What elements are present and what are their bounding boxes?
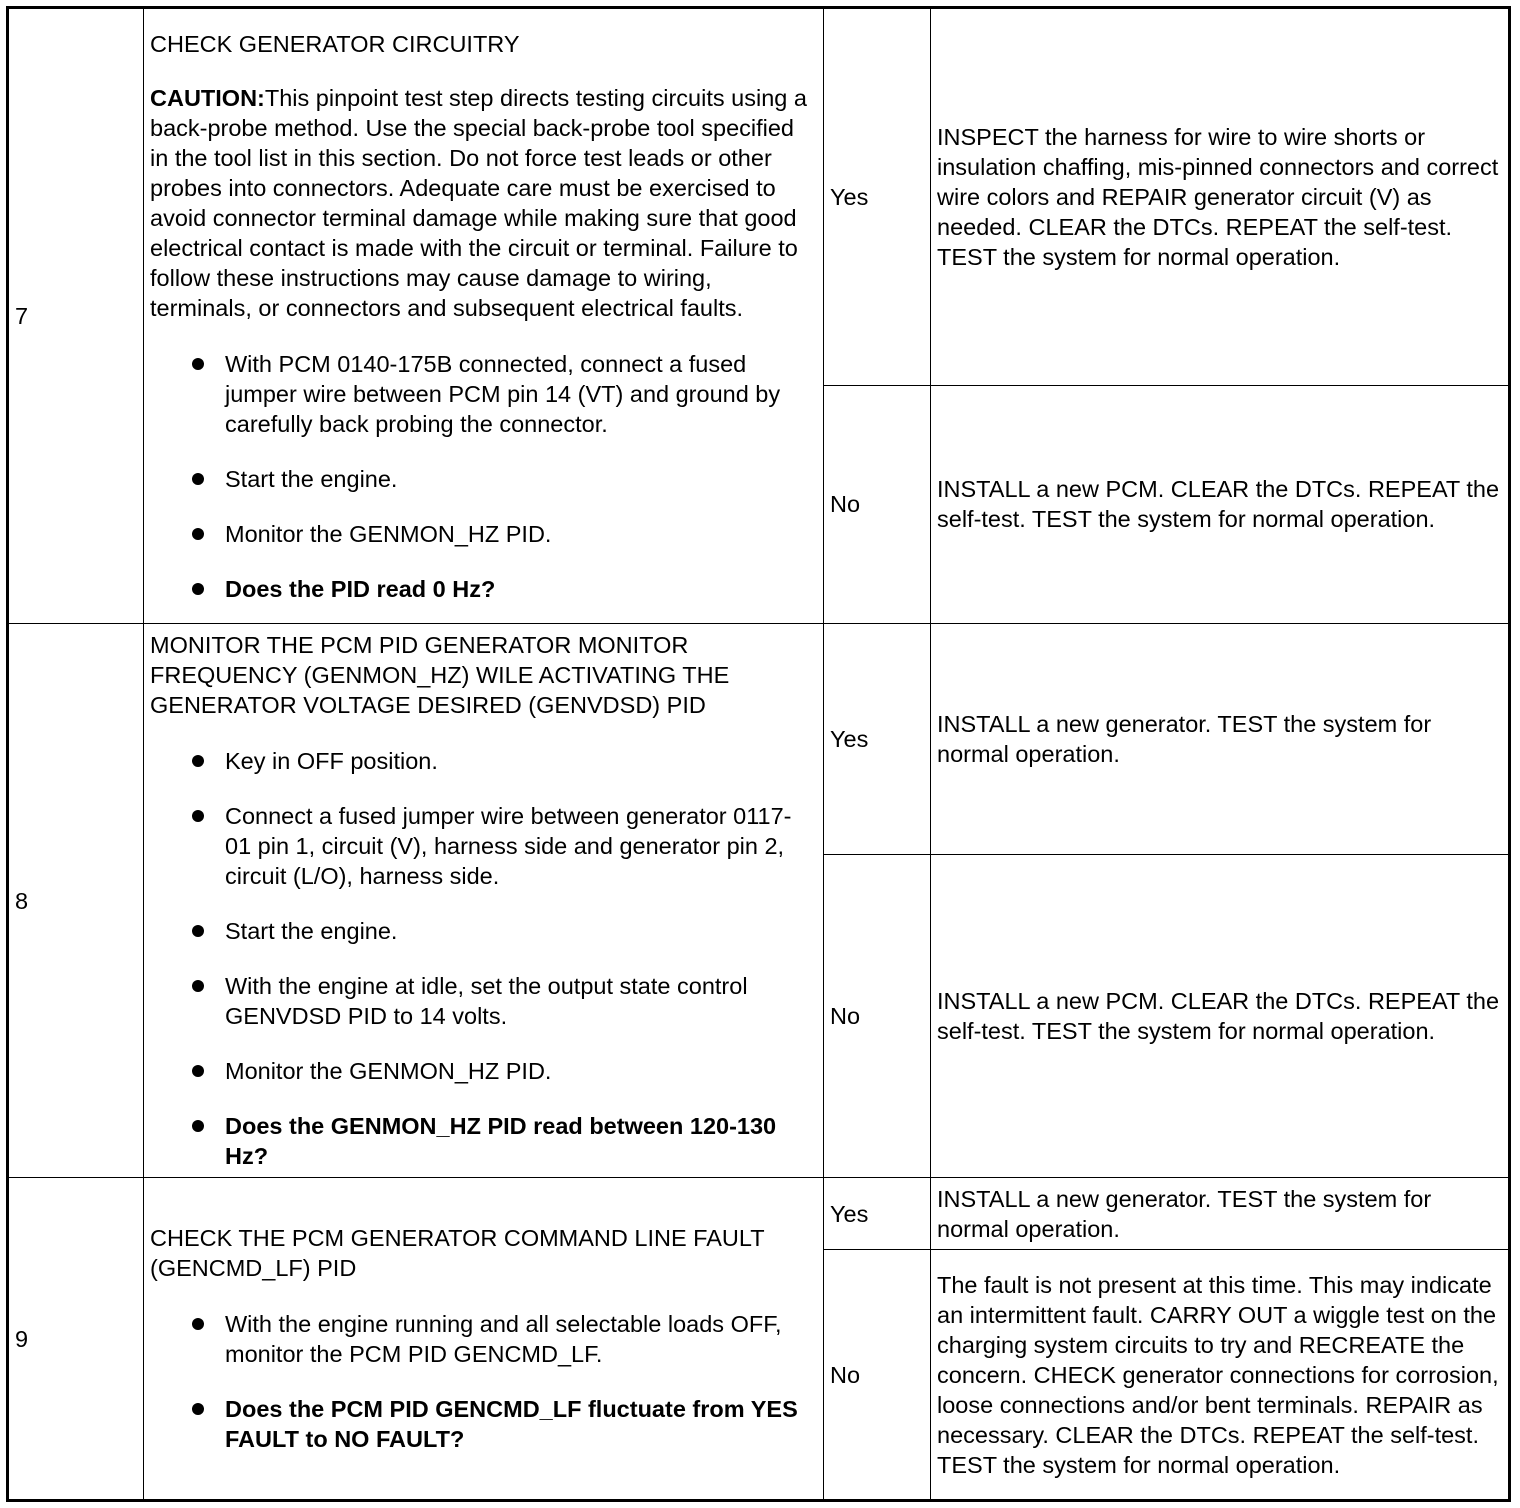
step-action — [144, 8, 824, 624]
bullet-item — [190, 1056, 817, 1086]
bullet-question — [190, 574, 817, 604]
step-bullets — [150, 746, 817, 1171]
caution-note — [150, 83, 817, 323]
bullet-icon — [192, 473, 204, 485]
bullet-icon — [192, 528, 204, 540]
bullet-text: With PCM 0140-175B connected, connect a fused jumper wire between PCM pin 14 (VT) and ground by carefully back probing the connector. — [225, 350, 781, 437]
bullet-item — [190, 464, 817, 494]
bullet-icon — [192, 358, 204, 370]
bullet-icon — [192, 810, 204, 822]
bullet-icon — [192, 980, 204, 992]
no-label: No — [824, 854, 931, 1178]
step-8-yes-row — [8, 624, 1510, 854]
yes-label: Yes — [824, 1178, 931, 1250]
step-bullets — [150, 349, 817, 604]
step-bullets — [150, 1309, 817, 1454]
step-action — [144, 624, 824, 1178]
step-title: CHECK THE PCM GENERATOR COMMAND LINE FAULT (GENCMD_LF) PID — [150, 1225, 765, 1282]
bullet-item — [190, 519, 817, 549]
question-text: Does the PID read 0 Hz? — [225, 575, 496, 602]
bullet-item — [190, 1309, 817, 1369]
bullet-question — [190, 1111, 817, 1171]
bullet-item — [190, 971, 817, 1031]
yes-result: INSTALL a new generator. TEST the system for normal operation. — [931, 1178, 1510, 1250]
question-text: Does the PCM PID GENCMD_LF fluctuate from YES FAULT to NO FAULT? — [225, 1396, 798, 1453]
yes-result: INSPECT the harness for wire to wire shorts or insulation chaffing, mis-pinned connectors and correct wire colors and REPAIR generator circuit (V) as needed. CLEAR the DTCs. REPEAT the self-test. TEST the system for normal operation. — [931, 8, 1510, 386]
bullet-text: With the engine at idle, set the output state control GENVDSD PID to 14 volts. — [225, 973, 748, 1030]
pinpoint-test-table — [6, 6, 1511, 1502]
yes-label: Yes — [824, 624, 931, 854]
step-title: MONITOR THE PCM PID GENERATOR MONITOR FREQUENCY (GENMON_HZ) WILE ACTIVATING THE GENERATOR VOLTAGE DESIRED (GENVDSD) PID — [150, 632, 730, 719]
question-text: Does the GENMON_HZ PID read between 120-130 Hz? — [225, 1113, 777, 1170]
bullet-text: Monitor the GENMON_HZ PID. — [225, 1058, 552, 1085]
caution-text: This pinpoint test step directs testing circuits using a back-probe method. Use the special back-probe tool specified in the tool list in this section. Do not force test leads or other probes into connectors. Adequate care must be exercised to avoid connector terminal damage while making sure that good electrical contact is made with the circuit or terminal. Failure to follow these instructions may cause damage to wiring, terminals, or connectors and subsequent electrical faults. — [150, 84, 807, 321]
step-number: 8 — [8, 624, 144, 1178]
bullet-text: Start the engine. — [225, 918, 398, 945]
no-result: INSTALL a new PCM. CLEAR the DTCs. REPEAT the self-test. TEST the system for normal operation. — [931, 385, 1510, 623]
step-number: 9 — [8, 1178, 144, 1501]
step-7-yes-row — [8, 8, 1510, 386]
caution-label: CAUTION: — [150, 84, 265, 111]
bullet-question — [190, 1394, 817, 1454]
yes-label: Yes — [824, 8, 931, 386]
bullet-icon — [192, 755, 204, 767]
no-result: The fault is not present at this time. This may indicate an intermittent fault. CARRY OUT a wiggle test on the charging system circuits to try and RECREATE the concern. CHECK generator connections for corrosion, loose connections and/or bent terminals. REPAIR as necessary. CLEAR the DTCs. REPEAT the self-test. TEST the system for normal operation. — [931, 1250, 1510, 1501]
bullet-icon — [192, 925, 204, 937]
bullet-item — [190, 916, 817, 946]
bullet-text: Start the engine. — [225, 465, 398, 492]
bullet-item — [190, 349, 817, 439]
bullet-icon — [192, 1318, 204, 1330]
step-title: CHECK GENERATOR CIRCUITRY — [150, 30, 520, 57]
bullet-text: With the engine running and all selectable loads OFF, monitor the PCM PID GENCMD_LF. — [225, 1311, 782, 1368]
bullet-icon — [192, 1120, 204, 1132]
bullet-text: Key in OFF position. — [225, 748, 438, 775]
bullet-icon — [192, 1403, 204, 1415]
yes-result: INSTALL a new generator. TEST the system for normal operation. — [931, 624, 1510, 854]
bullet-icon — [192, 1065, 204, 1077]
no-label: No — [824, 1250, 931, 1501]
step-9-yes-row — [8, 1178, 1510, 1250]
bullet-text: Monitor the GENMON_HZ PID. — [225, 520, 552, 547]
bullet-item — [190, 801, 817, 891]
step-number: 7 — [8, 8, 144, 624]
bullet-item — [190, 746, 817, 776]
bullet-text: Connect a fused jumper wire between generator 0117-01 pin 1, circuit (V), harness side and generator pin 2, circuit (L/O), harness side. — [225, 803, 792, 890]
no-result: INSTALL a new PCM. CLEAR the DTCs. REPEAT the self-test. TEST the system for normal operation. — [931, 854, 1510, 1178]
no-label: No — [824, 385, 931, 623]
bullet-icon — [192, 583, 204, 595]
step-action — [144, 1178, 824, 1501]
